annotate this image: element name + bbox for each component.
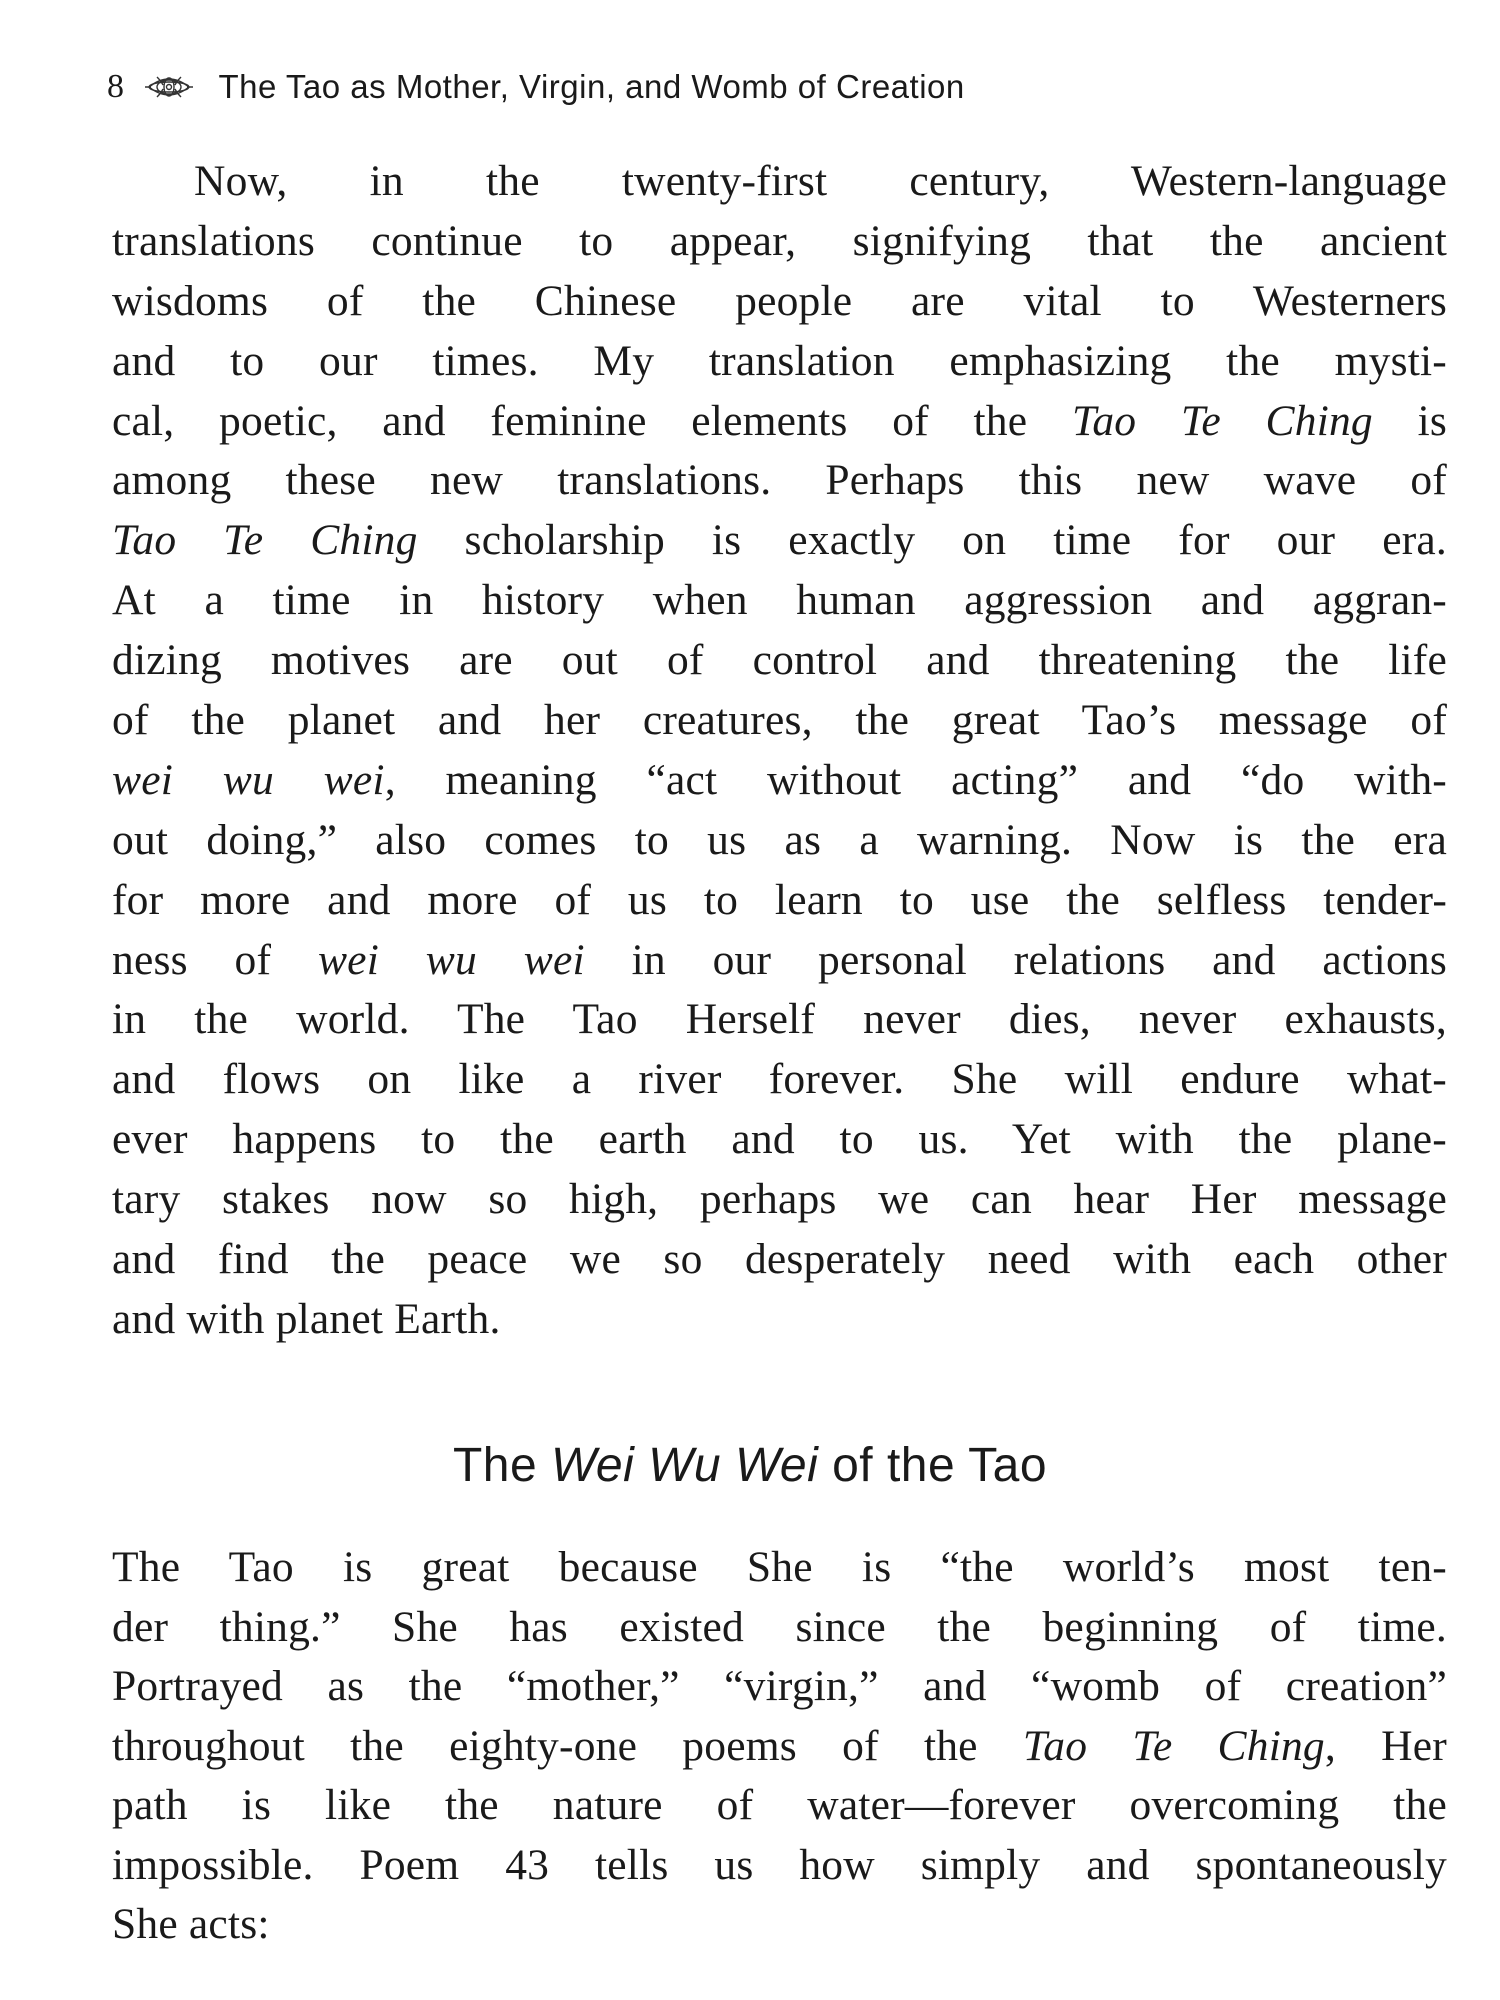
text-line bbox=[112, 1290, 1447, 1350]
text-run: impossible. Poem 43 tells us how simply and spontaneously bbox=[112, 1840, 1447, 1889]
text-line bbox=[112, 1230, 1447, 1290]
text-run: for more and more of us to learn to use the selfless tender- bbox=[112, 875, 1447, 924]
text-line bbox=[112, 1110, 1447, 1170]
text-line bbox=[112, 1717, 1447, 1777]
text-line bbox=[112, 811, 1447, 871]
text-run: cal, poetic, and feminine elements of the bbox=[112, 396, 1072, 445]
running-header bbox=[107, 62, 965, 112]
text-line bbox=[112, 1538, 1447, 1598]
text-line bbox=[112, 931, 1447, 991]
text-run: Now, in the twenty-first century, Western-language bbox=[194, 157, 1447, 205]
text-line bbox=[112, 152, 1447, 212]
text-run: throughout the eighty-one poems of the bbox=[112, 1721, 1023, 1770]
italic-phrase: Tao Te Ching bbox=[1022, 1721, 1325, 1770]
text-run: , Her bbox=[1324, 1721, 1447, 1770]
body-paragraph-1 bbox=[112, 152, 1447, 1350]
text-run: dizing motives are out of control and threatening the life bbox=[112, 636, 1447, 685]
text-run: and find the peace we so desperately need with each other bbox=[112, 1235, 1447, 1284]
page-number: 8 bbox=[107, 68, 125, 105]
text-line bbox=[112, 392, 1447, 452]
text-line bbox=[112, 1657, 1447, 1717]
text-line bbox=[112, 1895, 1447, 1955]
text-line bbox=[112, 451, 1447, 511]
text-run: translations continue to appear, signifying that the ancient bbox=[112, 216, 1447, 265]
section-heading-italic: Wei Wu Wei bbox=[550, 1439, 819, 1492]
text-line bbox=[112, 631, 1447, 691]
text-run: and flows on like a river forever. She will endure what- bbox=[112, 1055, 1447, 1104]
text-line bbox=[112, 1836, 1447, 1896]
italic-phrase: wei wu wei bbox=[317, 935, 585, 984]
text-line bbox=[112, 212, 1447, 272]
body-paragraph-2 bbox=[112, 1538, 1447, 1955]
text-run: among these new translations. Perhaps this new wave of bbox=[112, 456, 1447, 505]
text-run: and with planet Earth. bbox=[112, 1294, 501, 1343]
text-run: and to our times. My translation emphasizing the mysti- bbox=[112, 336, 1447, 385]
text-run: out doing,” also comes to us as a warning. Now is the era bbox=[112, 815, 1447, 864]
text-run: ever happens to the earth and to us. Yet with the plane- bbox=[112, 1115, 1447, 1164]
text-line bbox=[112, 1170, 1447, 1230]
text-run: tary stakes now so high, perhaps we can hear Her message bbox=[112, 1175, 1447, 1224]
text-run: in our personal relations and actions bbox=[584, 935, 1447, 984]
text-run: of the planet and her creatures, the great Tao’s message of bbox=[112, 696, 1447, 745]
text-line bbox=[112, 751, 1447, 811]
text-line bbox=[112, 571, 1447, 631]
text-line bbox=[112, 511, 1447, 571]
text-run: At a time in history when human aggression and aggran- bbox=[112, 576, 1447, 625]
text-line bbox=[112, 691, 1447, 751]
text-line bbox=[112, 990, 1447, 1050]
text-run: , meaning “act without acting” and “do with- bbox=[384, 755, 1447, 804]
text-line bbox=[112, 1598, 1447, 1658]
text-run: in the world. The Tao Herself never dies, never exhausts, bbox=[112, 995, 1447, 1044]
text-line bbox=[112, 1050, 1447, 1110]
text-run: is bbox=[1372, 396, 1447, 445]
text-run: der thing.” She has existed since the beginning of time. bbox=[112, 1602, 1447, 1651]
section-heading: The Wei Wu Wei of the Tao bbox=[452, 1439, 1048, 1492]
text-run: ness of bbox=[112, 935, 318, 984]
text-run: wisdoms of the Chinese people are vital to Westerners bbox=[112, 276, 1447, 325]
text-line bbox=[112, 272, 1447, 332]
lotus-ornament-icon bbox=[143, 69, 195, 105]
italic-phrase: Tao Te Ching bbox=[1071, 396, 1373, 445]
text-run: The Tao is great because She is “the world’s most ten- bbox=[112, 1543, 1447, 1591]
running-title: The Tao as Mother, Virgin, and Womb of Creation bbox=[218, 68, 965, 105]
text-run: scholarship is exactly on time for our era. bbox=[417, 516, 1447, 565]
text-line bbox=[112, 332, 1447, 392]
text-line bbox=[112, 871, 1447, 931]
italic-phrase: Tao Te Ching bbox=[112, 516, 418, 565]
text-run: Portrayed as the “mother,” “virgin,” and “womb of creation” bbox=[112, 1662, 1447, 1710]
text-line bbox=[112, 1776, 1447, 1836]
text-run: She acts: bbox=[112, 1900, 270, 1948]
italic-phrase: wei wu wei bbox=[112, 755, 385, 804]
text-run: path is like the nature of water—forever overcoming the bbox=[112, 1781, 1447, 1829]
